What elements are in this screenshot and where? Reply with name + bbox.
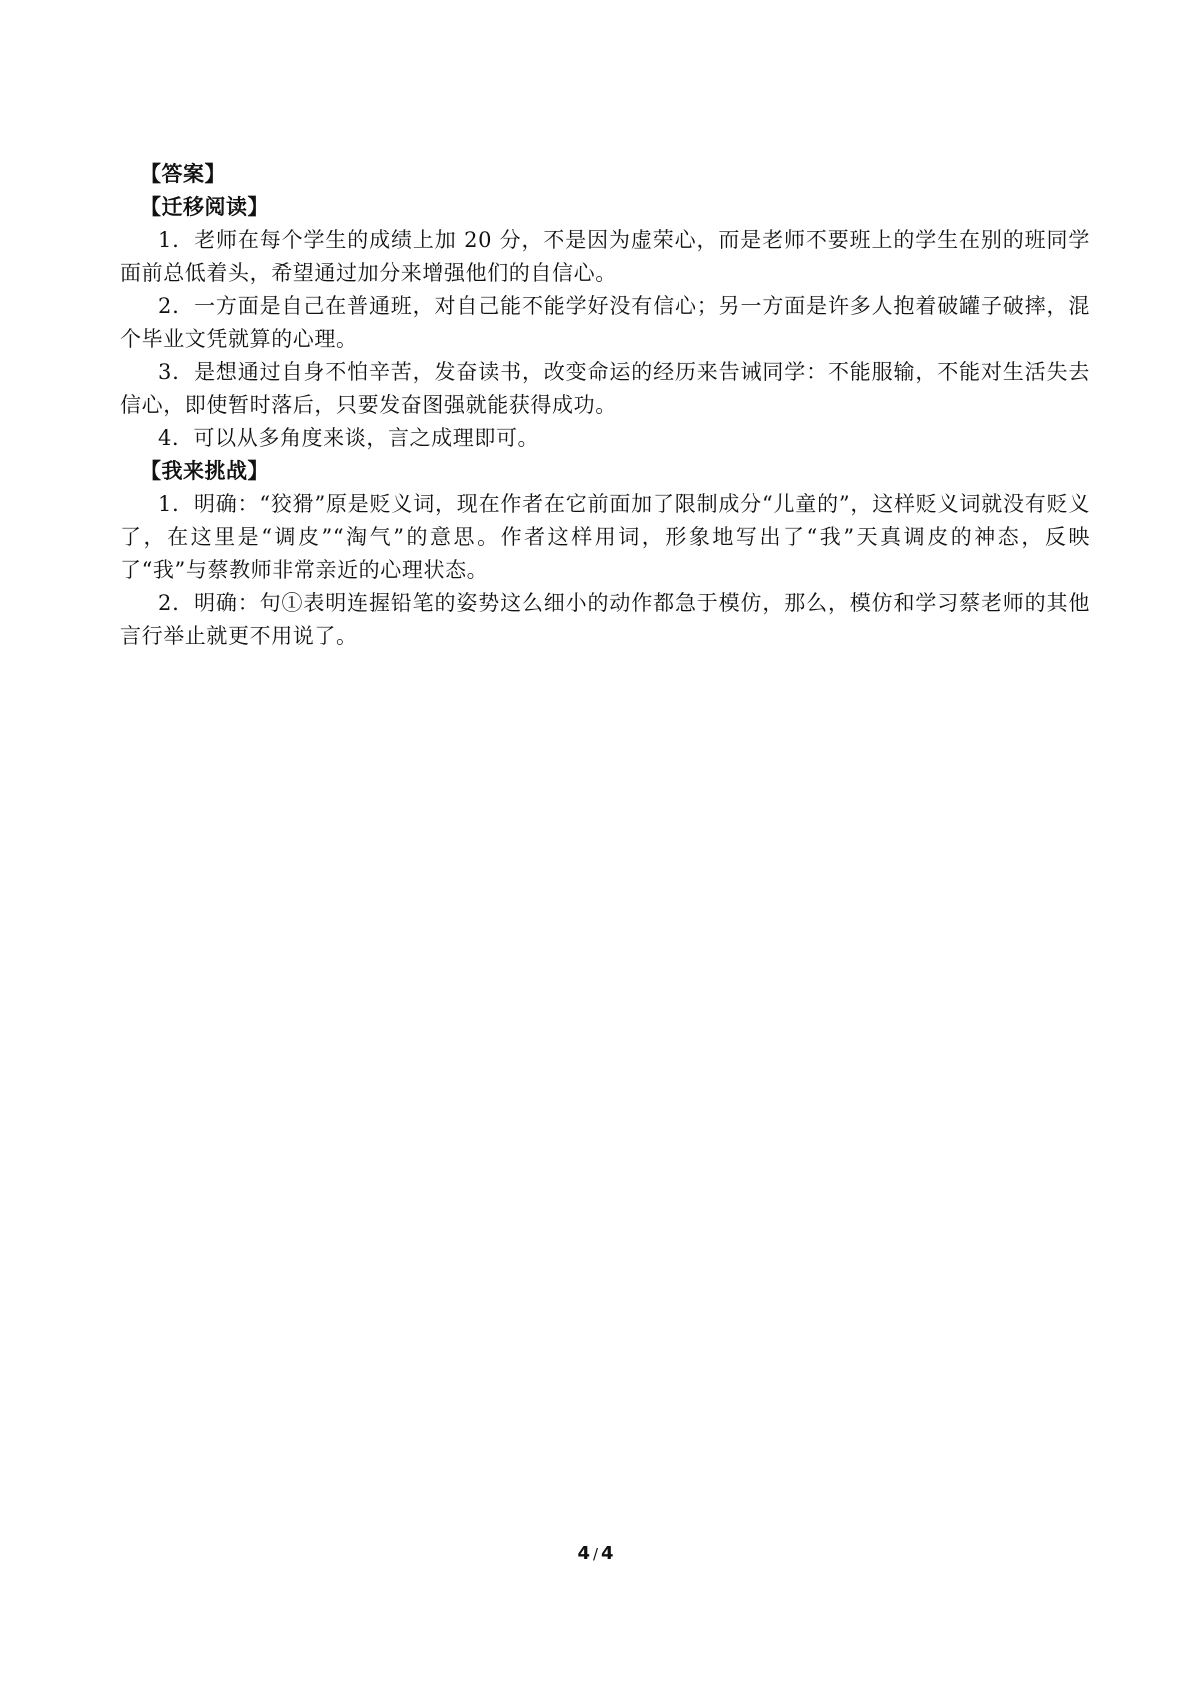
answer-paragraph: 2．明确：句①表明连握铅笔的姿势这么细小的动作都急于模仿，那么，模仿和学习蔡老师的其他言行举止就更不用说了。 bbox=[120, 591, 1090, 648]
section-heading-transfer-reading: 【迁移阅读】 bbox=[140, 195, 269, 219]
answer-paragraph: 4．可以从多角度来谈，言之成理即可。 bbox=[158, 426, 540, 450]
section-heading-challenge: 【我来挑战】 bbox=[140, 459, 269, 483]
page-number bbox=[0, 1543, 1191, 1564]
answer-paragraph: 1．明确：“狡猾”原是贬义词，现在作者在它前面加了限制成分“儿童的”，这样贬义词就没有贬义了，在这里是“调皮”“淘气”的意思。作者这样用词，形象地写出了“我”天真调皮的神态，反映了“我”与蔡教师非常亲近的心理状态。 bbox=[120, 492, 1090, 582]
answer-paragraph: 1．老师在每个学生的成绩上加 20 分，不是因为虚荣心，而是老师不要班上的学生在别的班同学面前总低着头，希望通过加分来增强他们的自信心。 bbox=[120, 228, 1090, 285]
answer-paragraph: 3．是想通过自身不怕辛苦，发奋读书，改变命运的经历来告诫同学：不能服输，不能对生活失去信心，即使暂时落后，只要发奋图强就能获得成功。 bbox=[120, 360, 1090, 417]
total-pages-number: 4 bbox=[601, 1543, 614, 1564]
answer-heading: 【答案】 bbox=[140, 162, 226, 186]
answer-paragraph: 2．一方面是自己在普通班，对自己能不能学好没有信心；另一方面是许多人抱着破罐子破摔，混个毕业文凭就算的心理。 bbox=[120, 294, 1090, 351]
page-separator: / bbox=[592, 1545, 599, 1563]
current-page-number: 4 bbox=[577, 1543, 590, 1564]
document-body bbox=[120, 158, 1090, 653]
